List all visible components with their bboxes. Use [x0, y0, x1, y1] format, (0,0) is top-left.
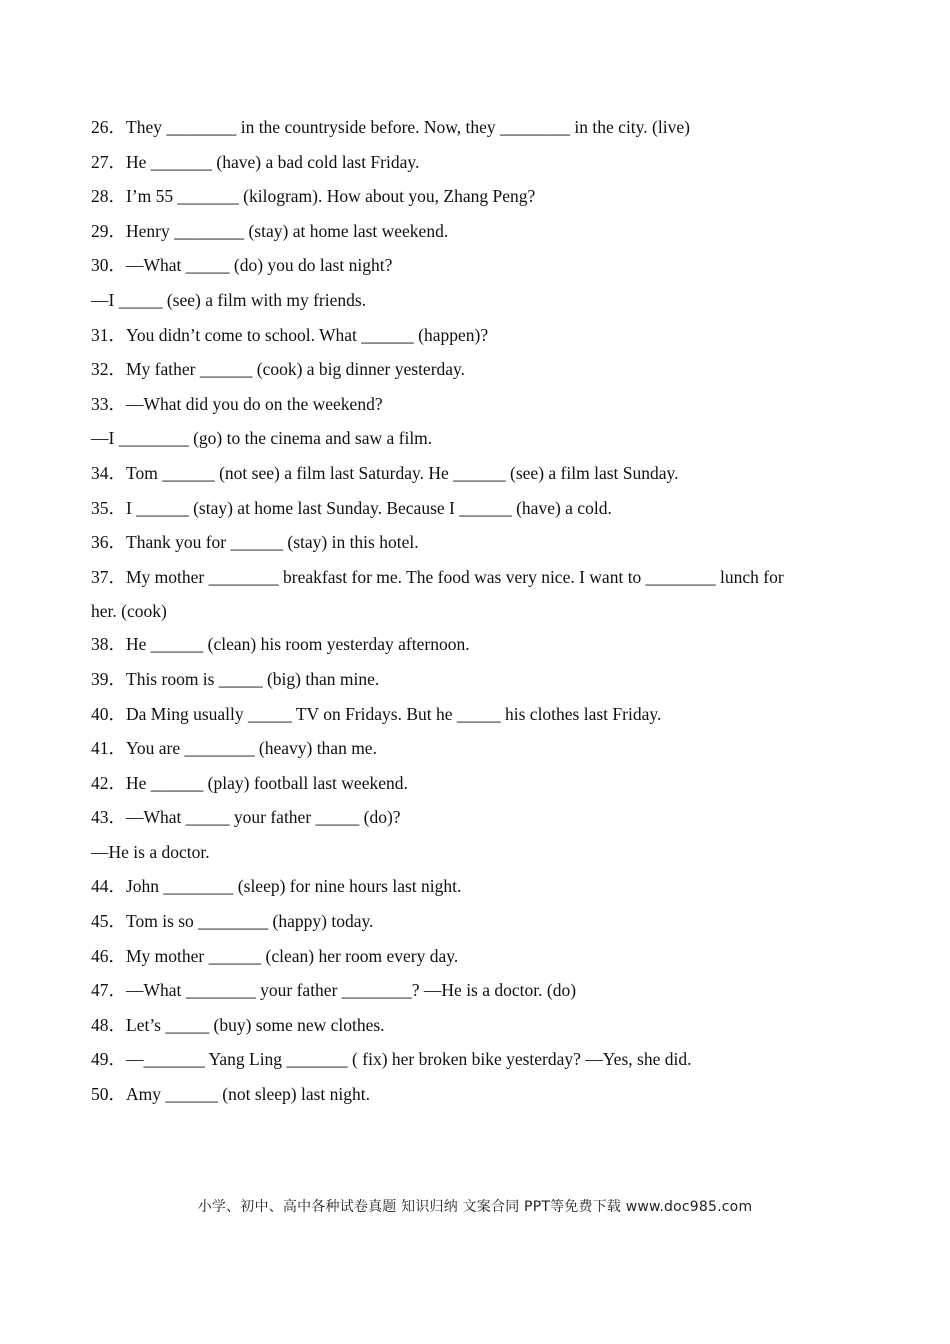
footer-watermark-text: 小学、初中、高中各种试卷真题 知识归纳 文案合同 PPT等免费下载 www.doc985.com — [197, 1199, 753, 1215]
question-49: 49．—_______ Yang Ling _______ ( fix) her broken bike yesterday? —Yes, she did. — [91, 1049, 692, 1070]
question-33: 33．—What did you do on the weekend? — [91, 393, 383, 414]
question-27: 27．He _______ (have) a bad cold last Friday. — [91, 151, 420, 172]
question-26: 26．They ________ in the countryside before. Now, they ________ in the city. (live) — [91, 117, 690, 137]
exercise-list — [91, 113, 871, 1115]
question-48: 48．Let’s _____ (buy) some new clothes. — [91, 1014, 385, 1035]
question-50: 50．Amy ______ (not sleep) last night. — [91, 1084, 371, 1105]
question-47: 47．—What ________ your father ________? —He is a doctor. (do) — [91, 980, 577, 1001]
question-39: 39．This room is _____ (big) than mine. — [91, 668, 380, 689]
question-37-continued: her. (cook) — [91, 601, 167, 622]
question-30-answer: —I _____ (see) a film with my friends. — [91, 289, 367, 310]
question-41: 41．You are ________ (heavy) than me. — [91, 738, 377, 759]
question-34: 34．Tom ______ (not see) a film last Saturday. He ______ (see) a film last Sunday. — [91, 462, 679, 483]
question-30: 30．—What _____ (do) you do last night? — [91, 255, 393, 276]
question-38: 38．He ______ (clean) his room yesterday afternoon. — [91, 634, 470, 655]
question-37: 37．My mother ________ breakfast for me. The food was very nice. I want to ________ lunch for — [91, 566, 784, 587]
question-46: 46．My mother ______ (clean) her room every day. — [91, 945, 459, 966]
question-44: 44．John ________ (sleep) for nine hours last night. — [91, 876, 462, 897]
question-32: 32．My father ______ (cook) a big dinner yesterday. — [91, 359, 466, 380]
question-29: 29．Henry ________ (stay) at home last weekend. — [91, 220, 449, 241]
question-31: 31．You didn’t come to school. What ______ (happen)? — [91, 324, 489, 345]
question-36: 36．Thank you for ______ (stay) in this hotel. — [91, 532, 419, 553]
question-33-answer: —I ________ (go) to the cinema and saw a film. — [91, 428, 433, 449]
question-35: 35．I ______ (stay) at home last Sunday. Because I ______ (have) a cold. — [91, 497, 612, 518]
question-43-answer: —He is a doctor. — [91, 841, 210, 862]
question-45: 45．Tom is so ________ (happy) today. — [91, 911, 374, 932]
question-42: 42．He ______ (play) football last weekend. — [91, 772, 408, 793]
question-28: 28．I’m 55 _______ (kilogram). How about you, Zhang Peng? — [91, 186, 536, 207]
question-43: 43．—What _____ your father _____ (do)? — [91, 807, 401, 828]
question-40: 40．Da Ming usually _____ TV on Fridays. But he _____ his clothes last Friday. — [91, 703, 662, 724]
